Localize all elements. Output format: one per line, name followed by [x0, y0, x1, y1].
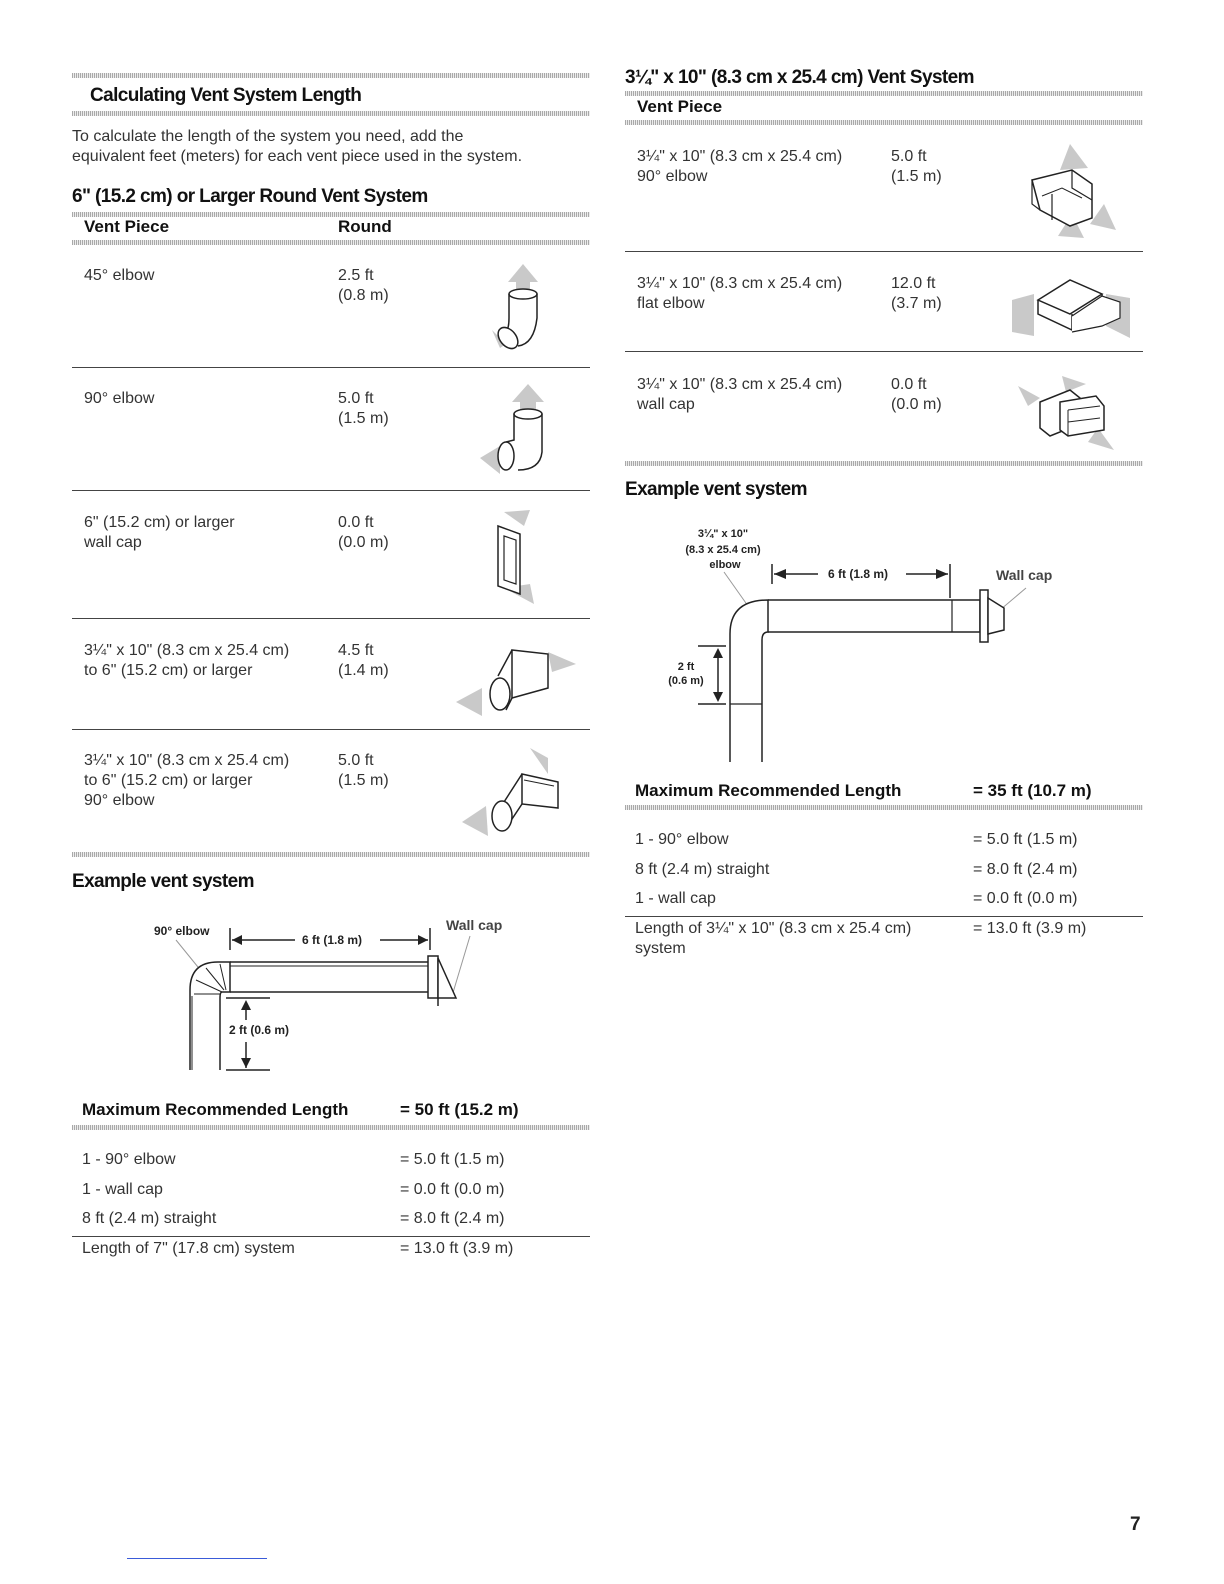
- rect-to-round-transition-icon: [452, 636, 582, 718]
- total-divider: [625, 916, 1143, 917]
- round-wall-cap-icon: [490, 508, 550, 608]
- diagram-length-label: 6 ft (1.8 m): [828, 567, 889, 581]
- example-heading: Example vent system: [625, 479, 807, 500]
- row-piece: 3¼" x 10" (8.3 cm x 25.4 cm): [637, 148, 843, 165]
- dither-rule: [625, 461, 1143, 466]
- dither-rule: [72, 111, 590, 116]
- row-value: 0.0 ft: [891, 376, 927, 393]
- dither-rule: [72, 1125, 590, 1130]
- round-vent-heading: 6" (15.2 cm) or Larger Round Vent System: [72, 186, 428, 207]
- row-divider: [72, 367, 590, 368]
- row-divider: [625, 351, 1143, 352]
- max-length-label: Maximum Recommended Length: [635, 781, 902, 800]
- row-value: 5.0 ft: [891, 148, 927, 165]
- calc-body-line-1: To calculate the length of the system you need, add the: [72, 128, 464, 145]
- total-value: = 13.0 ft (3.9 m): [400, 1240, 514, 1257]
- rect-to-round-90-elbow-icon: [458, 744, 574, 840]
- dither-rule: [72, 73, 590, 78]
- row-piece: 3¼" x 10" (8.3 cm x 25.4 cm): [637, 376, 843, 393]
- row-divider: [625, 251, 1143, 252]
- row-piece: 90° elbow: [84, 390, 155, 407]
- dither-rule: [72, 852, 590, 857]
- row-value: 5.0 ft: [338, 390, 374, 407]
- total-item: Length of 3¼" x 10" (8.3 cm x 25.4 cm): [635, 920, 912, 937]
- calc-value: = 8.0 ft (2.4 m): [400, 1210, 505, 1227]
- round-45-elbow-icon: [478, 260, 568, 352]
- row-piece-line-2: wall cap: [84, 534, 142, 551]
- row-value-metric: (1.5 m): [338, 772, 389, 789]
- dither-rule: [625, 120, 1143, 125]
- row-piece: 3¼" x 10" (8.3 cm x 25.4 cm): [637, 275, 843, 292]
- calc-item: 8 ft (2.4 m) straight: [82, 1210, 217, 1227]
- col-round: Round: [338, 217, 392, 236]
- calc-value: = 0.0 ft (0.0 m): [400, 1181, 505, 1198]
- row-piece: 45° elbow: [84, 267, 155, 284]
- diagram-elbow-label: 3¼" x 10": [697, 528, 749, 540]
- diagram-elbow-label-3: elbow: [709, 559, 741, 571]
- dither-rule: [625, 91, 1143, 96]
- row-value-metric: (0.8 m): [338, 287, 389, 304]
- row-divider: [72, 490, 590, 491]
- example-vent-diagram: [650, 524, 1070, 764]
- row-value-metric: (1.4 m): [338, 662, 389, 679]
- diagram-length-label: 6 ft (1.8 m): [302, 933, 363, 947]
- diagram-height-label: 2 ft (0.6 m): [229, 1023, 290, 1037]
- row-value: 12.0 ft: [891, 275, 936, 292]
- row-value-metric: (3.7 m): [891, 295, 942, 312]
- dither-rule: [72, 240, 590, 245]
- total-item: Length of 7" (17.8 cm) system: [82, 1240, 295, 1257]
- calc-value: = 5.0 ft (1.5 m): [973, 831, 1078, 848]
- calc-value: = 0.0 ft (0.0 m): [973, 890, 1078, 907]
- row-piece-line-2: 90° elbow: [637, 168, 708, 185]
- row-piece-line-3: 90° elbow: [84, 792, 155, 809]
- row-value: 2.5 ft: [338, 267, 374, 284]
- row-value: 4.5 ft: [338, 642, 374, 659]
- diagram-wallcap-label: Wall cap: [446, 917, 503, 933]
- row-value: 0.0 ft: [338, 514, 374, 531]
- calc-item: 1 - wall cap: [82, 1181, 163, 1198]
- row-value-metric: (0.0 m): [891, 396, 942, 413]
- calc-item: 1 - 90° elbow: [82, 1151, 176, 1168]
- total-value: = 13.0 ft (3.9 m): [973, 920, 1087, 937]
- diagram-height-label-2: (0.6 m): [668, 675, 704, 687]
- example-vent-diagram: [140, 910, 540, 1080]
- col-vent-piece: Vent Piece: [84, 217, 170, 236]
- calc-item: 1 - 90° elbow: [635, 831, 729, 848]
- total-divider: [72, 1236, 590, 1237]
- row-piece: 3¼" x 10" (8.3 cm x 25.4 cm): [84, 642, 290, 659]
- calc-value: = 5.0 ft (1.5 m): [400, 1151, 505, 1168]
- calc-body-line-2: equivalent feet (meters) for each vent piece used in the system.: [72, 148, 523, 165]
- row-piece-line-2: to 6" (15.2 cm) or larger: [84, 772, 253, 789]
- rect-wall-cap-icon: [1014, 372, 1120, 454]
- diagram-height-label: 2 ft: [677, 661, 695, 673]
- round-90-elbow-icon: [476, 380, 566, 478]
- max-length-label: Maximum Recommended Length: [82, 1100, 349, 1119]
- calc-item: 8 ft (2.4 m) straight: [635, 861, 770, 878]
- col-vent-piece: Vent Piece: [637, 97, 723, 116]
- diagram-elbow-label: 90° elbow: [154, 924, 210, 938]
- diagram-elbow-label-2: (8.3 x 25.4 cm): [685, 544, 761, 556]
- example-heading: Example vent system: [72, 871, 254, 892]
- total-item-line-2: system: [635, 940, 686, 957]
- row-value-metric: (1.5 m): [891, 168, 942, 185]
- max-length-value: = 50 ft (15.2 m): [400, 1100, 519, 1119]
- calc-value: = 8.0 ft (2.4 m): [973, 861, 1078, 878]
- max-length-value: = 35 ft (10.7 m): [973, 781, 1092, 800]
- dither-rule: [625, 805, 1143, 810]
- link-underline[interactable]: [127, 1558, 267, 1559]
- row-piece-line-2: wall cap: [637, 396, 695, 413]
- row-value-metric: (1.5 m): [338, 410, 389, 427]
- rect-90-elbow-icon: [1012, 140, 1122, 244]
- diagram-wallcap-label: Wall cap: [996, 567, 1053, 583]
- page-number: 7: [1130, 1514, 1141, 1535]
- row-value: 5.0 ft: [338, 752, 374, 769]
- row-piece: 6" (15.2 cm) or larger: [84, 514, 235, 531]
- calc-item: 1 - wall cap: [635, 890, 716, 907]
- row-divider: [72, 618, 590, 619]
- rect-flat-elbow-icon: [1010, 266, 1134, 342]
- rect-vent-heading: 3¼" x 10" (8.3 cm x 25.4 cm) Vent System: [625, 67, 974, 88]
- row-piece-line-2: to 6" (15.2 cm) or larger: [84, 662, 253, 679]
- row-divider: [72, 729, 590, 730]
- row-piece: 3¼" x 10" (8.3 cm x 25.4 cm): [84, 752, 290, 769]
- calc-heading: Calculating Vent System Length: [90, 85, 362, 106]
- row-value-metric: (0.0 m): [338, 534, 389, 551]
- row-piece-line-2: flat elbow: [637, 295, 705, 312]
